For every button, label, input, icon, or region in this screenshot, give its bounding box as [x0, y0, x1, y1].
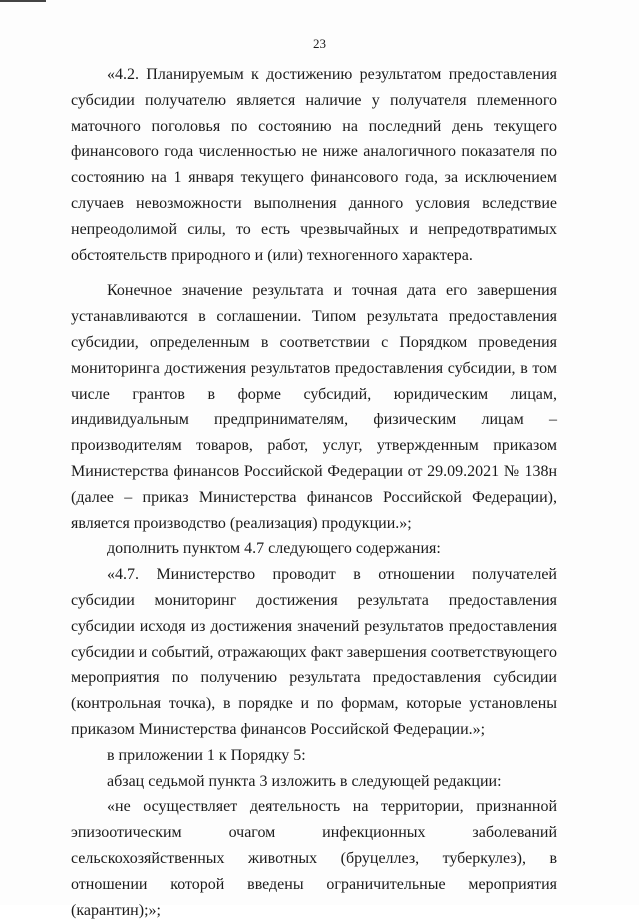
- text-line: абзац седьмой пункта 3 изложить в следующей редакции:: [107, 772, 502, 790]
- text-line: непреодолимой силы, то есть чрезвычайных и непредотвратимых: [71, 220, 557, 238]
- text-line: в приложении 1 к Порядку 5:: [107, 746, 306, 764]
- text-line: числе грантов в форме субсидий, юридическим лицам, индивидуальным: [71, 385, 557, 429]
- paragraph-abzac-7: [71, 769, 557, 795]
- text-line: «4.7. Министерство проводит в отношении получателей субсидии: [71, 566, 557, 609]
- paragraph-final-value: [71, 278, 557, 536]
- paragraph-4-7: [71, 562, 557, 743]
- text-line: порядке и по формам, которые установлены приказом Министерства: [71, 695, 558, 738]
- text-line: Российской Федерации), является производство (реализация) продукции.»;: [71, 488, 558, 532]
- text-line: Конечное значение результата и точная дата его завершения: [107, 282, 557, 300]
- text-line: ограничительные мероприятия (карантин);»;: [71, 875, 557, 919]
- text-line: субсидии, определенным в соответствии с Порядком проведения: [71, 333, 557, 351]
- text-line: устанавливаются в соглашении. Типом результата предоставления: [71, 308, 557, 326]
- text-line: Федерации от 29.09.2021 № 138н (далее – приказ Министерства финансов: [71, 462, 558, 506]
- text-line: дополнить пунктом 4.7 следующего содержания:: [107, 540, 441, 558]
- paragraph-appendix-1: [71, 743, 557, 769]
- text-line: финансового года численностью не ниже аналогичного показателя по: [71, 143, 557, 161]
- text-line: состоянию на 1 января текущего финансового года, за исключением: [71, 169, 557, 187]
- document-body: [71, 62, 557, 923]
- text-line: эпизоотическим очагом инфекционных заболеваний сельскохозяйственных: [71, 824, 557, 867]
- text-line: предпринимателям, физическим лицам – производителям товаров, работ,: [71, 411, 557, 455]
- paragraph-4-2: [71, 62, 557, 268]
- text-line: маточного поголовья по состоянию на последний день текущего: [71, 117, 557, 135]
- text-line: услуг, утвержденным приказом Министерства финансов Российской: [71, 437, 558, 480]
- paragraph-new-wording: [71, 794, 557, 923]
- page-number: 23: [313, 36, 326, 51]
- text-line: субсидии получателю является наличие у получателя племенного: [71, 91, 557, 109]
- text-line: получению результата предоставления субсидии (контрольная точка), в: [71, 669, 557, 713]
- scan-mark: [0, 0, 46, 2]
- text-line: случаев невозможности выполнения данного условия вследствие: [71, 194, 557, 212]
- text-line: «4.2. Планируемым к достижению результатом предоставления: [107, 66, 557, 83]
- text-line: обстоятельств природного и (или) техногенного характера.: [71, 246, 473, 264]
- text-line: финансов Российской Федерации.»;: [240, 720, 486, 738]
- text-line: мониторинг достижения результата предоставления субсидии исходя из: [71, 591, 557, 635]
- text-line: «не осуществляет деятельность на территории, признанной: [107, 798, 557, 816]
- text-line: отражающих факт завершения соответствующего мероприятия по: [71, 643, 558, 687]
- text-line: животных (бруцеллез, туберкулез), в отношении которой введены: [71, 849, 558, 893]
- paragraph-add-4-7: [71, 536, 557, 562]
- text-line: мониторинга достижения результатов предоставления субсидии, в том: [71, 359, 557, 377]
- text-line: достижения значений результатов предоставления субсидии и событий,: [71, 617, 558, 661]
